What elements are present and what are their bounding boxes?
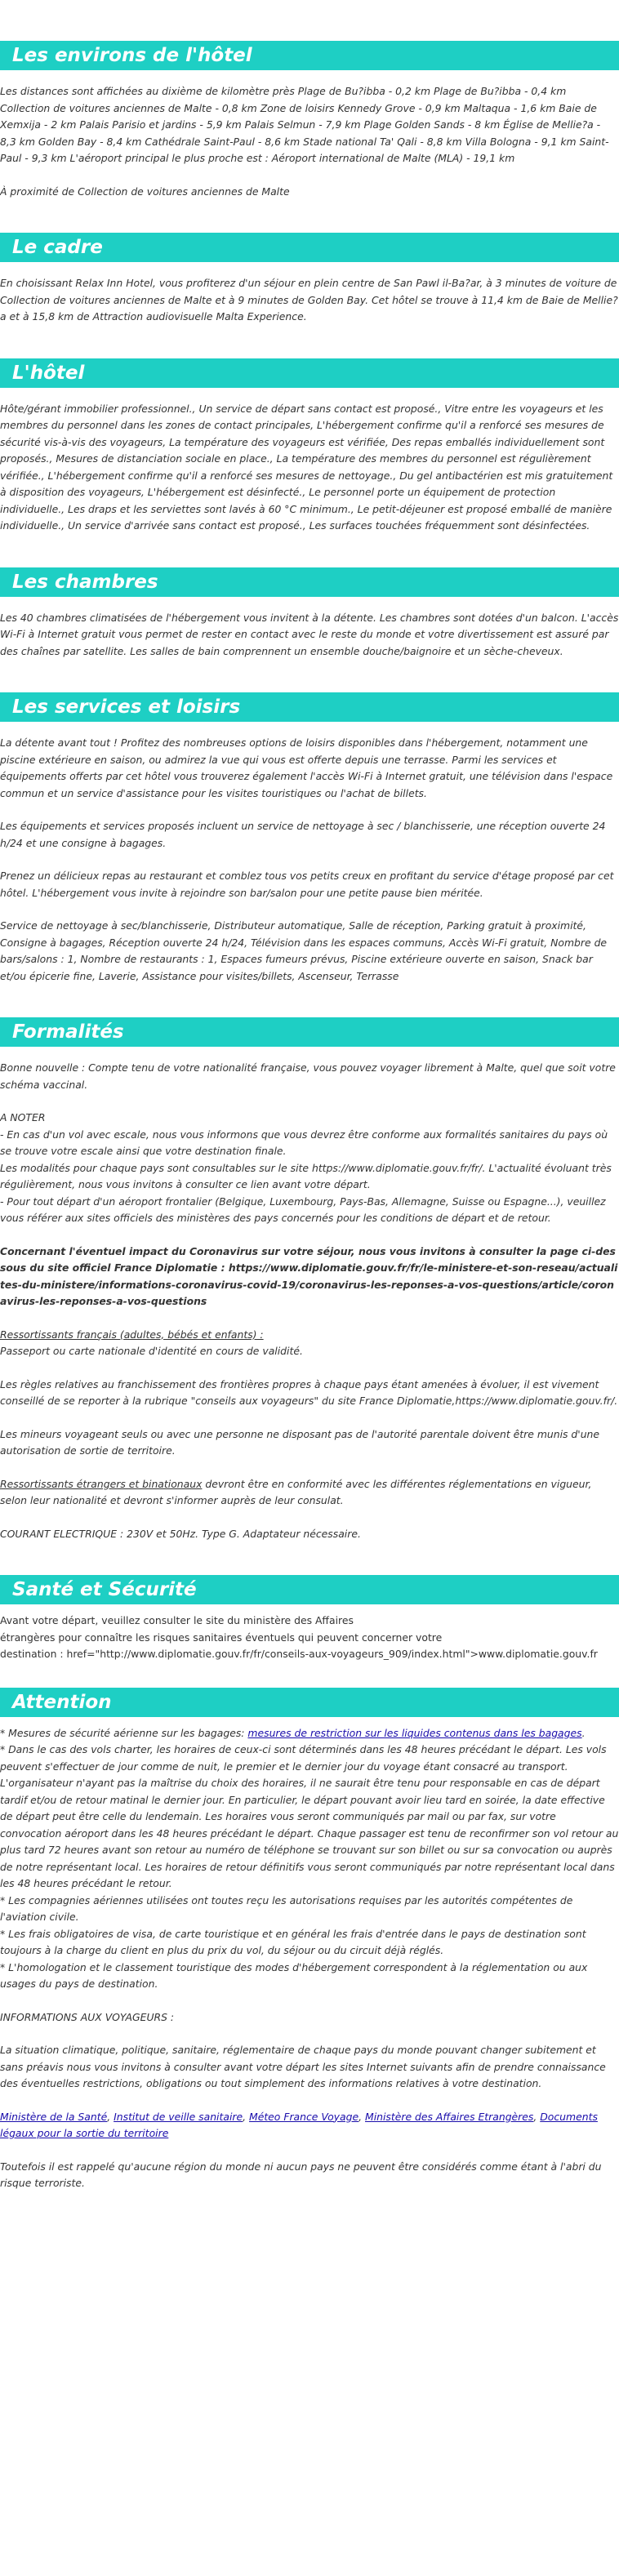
sante-line: destination : href="http://www.diplomatie.gouv.fr/fr/conseils-aux-voyageurs_909/index.html">www.diplomatie.gouv.fr bbox=[0, 1648, 598, 1660]
formalites-notice bbox=[0, 1110, 619, 1227]
section-title-services: Les services et loisirs bbox=[0, 692, 619, 722]
cadre-text: En choisissant Relax Inn Hotel, vous profiterez d'un séjour en plein centre de San Pawl il-Ba?ar, à 3 minutes de voiture de Collection de voitures anciennes de Malte et à 9 minutes de Golden Bay. Cet hôtel se trouve à 11,4 km de Baie de Mellie?a et à 15,8 km de Attraction audiovisuelle Malta Experience. bbox=[0, 277, 618, 323]
etrangers-text bbox=[0, 1476, 619, 1510]
section-formalites bbox=[0, 1017, 619, 1542]
ressortissants-fr-body: Passeport ou carte nationale d'identité en cours de validité. bbox=[0, 1345, 303, 1357]
section-title-cadre: Le cadre bbox=[0, 233, 619, 262]
attention-bullet-2: * Dans le cas des vols charter, les horaires de ceux-ci sont déterminés dans les 48 heures précédant le départ. Les vols peuvent s'effectuer de jour comme de nuit, le premier et le dernier jour du voyage étant consacré au transport. L'organisateur n'ayant pas la maîtrise du choix des horaires, il ne saurait être tenu pour responsable en cas de départ tardif et/ou de retour matinal le dernier jour. En particulier, le départ pouvant avoir lieu tard en soirée, la date effective de départ peut être celle du lendemain. Les horaires vous seront communiqués par mail ou par fax, sur votre convocation aéroport dans les 48 heures précédant le départ. Chaque passager est tenu de reconfirmer son vol retour au plus tard 72 heures avant son retour au numéro de téléphone se trouvant sur son billet ou sur sa convocation ou auprès de notre représentant local. Les horaires de retour définitifs vous seront communiqués par notre représentant local dans les 48 heures précédant le retour. bbox=[0, 1743, 619, 1889]
link-veille-sanitaire[interactable]: Institut de veille sanitaire bbox=[114, 2110, 243, 2123]
section-title-attention: Attention bbox=[0, 1688, 619, 1717]
attention-bullet-3: * Les compagnies aériennes utilisées ont toutes reçu les autorisations requises par les autorités compétentes de l'aviation civile. bbox=[0, 1893, 573, 1923]
section-title-formalites: Formalités bbox=[0, 1017, 619, 1047]
link-documents-legaux[interactable]: Documents légaux pour la sortie du territoire bbox=[0, 2110, 598, 2139]
section-title-environs: Les environs de l'hôtel bbox=[0, 41, 619, 70]
final-notice: Toutefois il est rappelé qu'aucune région du monde ni aucun pays ne peuvent être considérés comme étant à l'abri du risque terroriste. bbox=[0, 2160, 602, 2189]
hotel-text: Hôte/gérant immobilier professionnel., Un service de départ sans contact est proposé., Vitre entre les voyageurs et les membres du personnel dans les zones de contact principales, L'hébergement confirme qu'il a renforcé ses mesures de sécurité vis-à-vis des voyageurs, La température des voyageurs est vérifiée, Des repas emballés individuellement sont proposés., Mesures de distanciation sociale en place., La température des membres du personnel est régulièrement vérifiée., L'hébergement confirme qu'il a renforcé ses mesures de nettoyage., Du gel antibactérien est mis gratuitement à disposition des voyageurs, L'hébergement est désinfecté., Le personnel porte un équipement de protection individuelle., Les draps et les serviettes sont lavés à 60 °C minimum., Le petit-déjeuner est proposé emballé de manière individuelle., Un service d'arrivée sans contact est proposé., Les surfaces touchées fréquemment sont désinfectées. bbox=[0, 402, 613, 532]
sante-line: Avant votre départ, veuillez consulter le site du ministère des Affaires bbox=[0, 1614, 354, 1626]
attention-bullet-4: * Les frais obligatoires de visa, de carte touristique et en général les frais d'entrée dans le pays de destination sont toujours à la charge du client en plus du prix du vol, du séjour ou du circuit déjà réglés. bbox=[0, 1927, 586, 1956]
section-hotel bbox=[0, 358, 619, 535]
etrangers-head: Ressortissants étrangers et binationaux bbox=[0, 1477, 203, 1490]
formalites-intro: Bonne nouvelle : Compte tenu de votre nationalité française, vous pouvez voyager librement à Malte, quel que soit votre schéma vaccinal. bbox=[0, 1061, 616, 1091]
notice-item: - Pour tout départ d'un aéroport frontalier (Belgique, Luxembourg, Pays-Bas, Allemagne, Suisse ou Espagne...), veuillez vous référer aux sites officiels des ministères des pays concernés pour les conditions de départ et de retour. bbox=[0, 1195, 606, 1224]
section-chambres bbox=[0, 567, 619, 661]
section-attention bbox=[0, 1688, 619, 2192]
section-title-sante: Santé et Sécurité bbox=[0, 1575, 619, 1604]
liquids-restriction-link[interactable]: mesures de restriction sur les liquides contenus dans les bagages bbox=[247, 1726, 582, 1739]
sante-line: étrangères pour connaître les risques sanitaires éventuels qui peuvent concerner votre bbox=[0, 1631, 443, 1644]
ressortissants-fr-head: Ressortissants français (adultes, bébés et enfants) : bbox=[0, 1328, 264, 1341]
link-ministere-sante[interactable]: Ministère de la Santé bbox=[0, 2110, 108, 2123]
info-head: INFORMATIONS AUX VOYAGEURS : bbox=[0, 2010, 175, 2023]
link-meteo-france[interactable]: Méteo France Voyage bbox=[249, 2110, 359, 2123]
ressortissants-fr bbox=[0, 1327, 619, 1360]
services-p4: Service de nettoyage à sec/blanchisserie, Distributeur automatique, Salle de réception, Parking gratuit à proximité, Consigne à bagages, Réception ouverte 24 h/24, Télévision dans les espaces communs, Accès Wi-Fi gratuit, Nombre de bars/salons : 1, Nombre de restaurants : 1, Espaces fumeurs prévus, Piscine extérieure ouverte en saison, Snack bar et/ou épicerie fine, Laverie, Assistance pour visites/billets, Ascenseur, Terrasse bbox=[0, 919, 608, 982]
section-environs bbox=[0, 0, 619, 200]
info-links: Ministère de la Santé, Institut de veille sanitaire, Méteo France Voyage, Ministère des Affaires Etrangères, Documents légaux pour la sortie du territoire bbox=[0, 2110, 598, 2139]
section-cadre bbox=[0, 233, 619, 326]
section-services bbox=[0, 692, 619, 985]
section-sante bbox=[0, 1575, 619, 1663]
chambres-text: Les 40 chambres climatisées de l'hébergement vous invitent à la détente. Les chambres sont dotées d'un balcon. L'accès Wi-Fi à Internet gratuit vous permet de rester en contact avec le reste du monde et votre divertissement est assuré par des chaînes par satellite. Les salles de bain comprennent un ensemble douche/baignoire et un sèche-cheveux. bbox=[0, 611, 619, 657]
attention-bullet-5: * L'homologation et le classement touristique des modes d'hébergement correspondent à la réglementation ou aux usages du pays de destination. bbox=[0, 1960, 588, 1990]
link-affaires-etrangeres[interactable]: Ministère des Affaires Etrangères bbox=[365, 2110, 534, 2123]
section-title-hotel: L'hôtel bbox=[0, 358, 619, 388]
notice-item: Les modalités pour chaque pays sont consultables sur le site https://www.diplomatie.gouv.fr/fr/. L'actualité évoluant très régulièrement, nous vous invitons à consulter ce lien avant votre départ. bbox=[0, 1161, 612, 1190]
notice-head: A NOTER bbox=[0, 1111, 46, 1123]
courant-text: COURANT ELECTRIQUE : 230V et 50Hz. Type G. Adaptateur nécessaire. bbox=[0, 1527, 361, 1540]
covid-notice: Concernant l'éventuel impact du Coronavirus sur votre séjour, nous vous invitons à consulter la page ci-dessous du site officiel France Diplomatie : https://www.diplomatie.gouv.fr/fr/le-ministere-et-son-reseau/actualites-du-ministere/informations-coronavirus-covid-19/coronavirus-les-reponses-a-vos-questions/article/coronavirus-les-reponses-a-vos-questions bbox=[0, 1244, 618, 1307]
etrangers-body: devront être en conformité avec les différentes réglementations en vigueur, selon leur nationalité et devront s'informer auprès de leur consulat. bbox=[0, 1477, 592, 1506]
info-body: La situation climatique, politique, sanitaire, réglementaire de chaque pays du monde pouvant changer subitement et sans préavis nous vous invitons à consulter avant votre départ les sites Internet suivants afin de prendre connaissance des éventuelles restrictions, obligations ou tout simplement des informations relatives à votre destination. bbox=[0, 2044, 606, 2089]
services-p3: Prenez un délicieux repas au restaurant et comblez tous vos petits creux en profitant du service d'étage proposé par cet hôtel. L'hébergement vous invite à rejoindre son bar/salon pour une petite pause bien méritée. bbox=[0, 870, 614, 899]
environs-proximity: À proximité de Collection de voitures anciennes de Malte bbox=[0, 185, 290, 198]
environs-distances: Les distances sont affichées au dixième de kilomètre près Plage de Bu?ibba - 0,2 km Plage de Bu?ibba - 0,4 km Collection de voitures anciennes de Malte - 0,8 km Zone de loisirs Kennedy Grove - 0,9 km Maltaqua - 1,6 km Baie de Xemxija - 2 km Palais Parisio et jardins - 5,9 km Palais Selmun - 7,9 km Plage Golden Sands - 8 km Église de Mellie?a - 8,3 km Golden Bay - 8,4 km Cathédrale Saint-Paul - 8,6 km Stade national Ta' Qali - 8,8 km Villa Bologna - 9,1 km Saint-Paul - 9,3 km L'aéroport principal le plus proche est : Aéroport international de Malte (MLA) - 19,1 km bbox=[0, 85, 609, 164]
section-title-chambres: Les chambres bbox=[0, 567, 619, 597]
services-p2: Les équipements et services proposés incluent un service de nettoyage à sec / blanchisserie, une réception ouverte 24 h/24 et une consigne à bagages. bbox=[0, 820, 606, 849]
services-p1: La détente avant tout ! Profitez des nombreuses options de loisirs disponibles dans l'hébergement, notamment une piscine extérieure en saison, ou admirez la vue qui vous est offerte depuis une terrasse. Parmi les services et équipements offerts par cet hôtel vous trouverez également l'accès Wi-Fi à Internet gratuit, une télévision dans l'espace commun et un service d'assistance pour les visites touristiques ou l'achat de billets. bbox=[0, 736, 613, 799]
frontieres-text: Les règles relatives au franchissement des frontières propres à chaque pays étant amenées à évoluer, il est vivement conseillé de se reporter à la rubrique "conseils aux voyageurs" du site France Diplomatie,https://www.diplomatie.gouv.fr/. bbox=[0, 1377, 618, 1407]
attention-bullet-1: * Mesures de sécurité aérienne sur les bagages: mesures de restriction sur les liquides contenus dans les bagages. bbox=[0, 1726, 586, 1739]
notice-item: - En cas d'un vol avec escale, nous vous informons que vous devrez être conforme aux formalités sanitaires du pays où se trouve votre escale ainsi que votre destination finale. bbox=[0, 1128, 608, 1157]
mineurs-text: Les mineurs voyageant seuls ou avec une personne ne disposant pas de l'autorité parentale doivent être munis d'une autorisation de sortie de territoire. bbox=[0, 1427, 600, 1457]
